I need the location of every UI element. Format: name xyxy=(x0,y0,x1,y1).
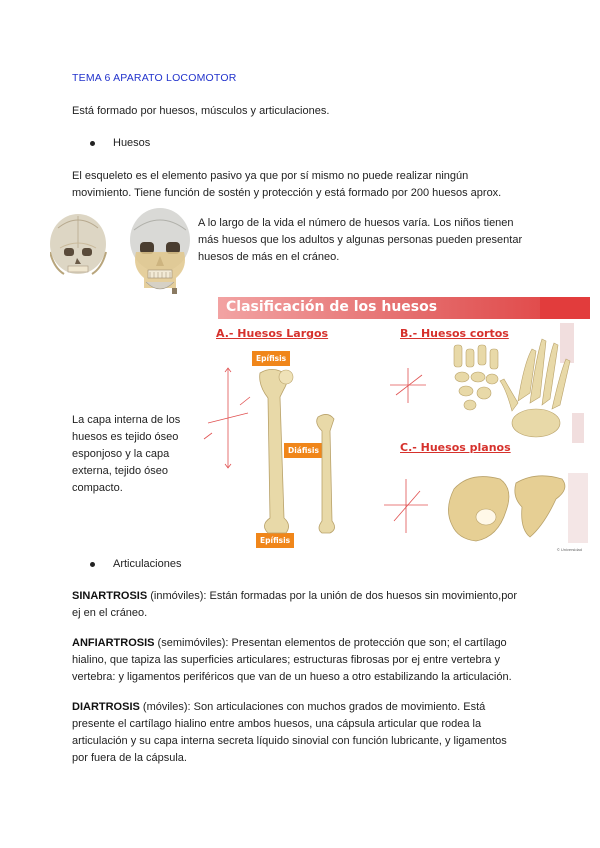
label-huesos-largos: A.- Huesos Largos xyxy=(216,327,329,340)
diartrosis-line-1 xyxy=(72,698,485,716)
tibia-image xyxy=(317,414,335,533)
axis-cross-cortos xyxy=(390,368,426,403)
capa-line-5: compacto. xyxy=(72,482,123,494)
adult-skull-image xyxy=(130,208,190,294)
bone-illustrations xyxy=(200,293,590,556)
scapula-image xyxy=(515,476,565,537)
skull-images xyxy=(50,208,190,300)
esqueleto-line-2: movimiento. Tiene función de sostén y protección y está formado por 200 huesos aprox. xyxy=(72,187,502,199)
capa-line-2: huesos es tejido óseo xyxy=(72,431,179,443)
axis-cross-largos xyxy=(204,368,250,468)
bullet-articulaciones xyxy=(90,555,181,573)
vida-line-3: huesos de más en el cráneo. xyxy=(198,251,340,263)
anfiartrosis-term: ANFIARTROSIS xyxy=(72,637,155,649)
hand-image xyxy=(500,339,570,437)
pelvis-image xyxy=(448,477,508,541)
figure-header-title: Clasificación de los huesos xyxy=(226,299,438,315)
sinartrosis-term: SINARTROSIS xyxy=(72,590,148,602)
esqueleto-line-1: El esqueleto es el elemento pasivo ya que por sí mismo no puede realizar ningún xyxy=(72,170,469,182)
figure-copyright: © Universidad xyxy=(556,547,582,552)
tag-diafisis: Diáfisis xyxy=(284,443,323,458)
diartrosis-term: DIARTROSIS xyxy=(72,701,140,713)
anfiartrosis-line-2: hialino, que tapiza las superficies articulares; estructuras fibrosas por ej entre vertebra y xyxy=(72,654,500,666)
vida-line-2: más huesos que los adultos y algunas personas pueden presentar xyxy=(198,234,523,246)
decor-bar xyxy=(568,473,588,543)
diartrosis-line-4: por fuera de la cápsula. xyxy=(72,752,187,764)
anfiartrosis-line-1 xyxy=(72,634,507,652)
capa-line-4: externa, tejido óseo xyxy=(72,465,169,477)
decor-bar xyxy=(560,323,574,363)
carpal-bones-image xyxy=(454,345,498,410)
bullet-huesos-label: Huesos xyxy=(113,137,151,149)
intro-paragraph: Está formado por huesos, músculos y articulaciones. xyxy=(72,105,330,117)
bullet-articulaciones-label: Articulaciones xyxy=(113,558,182,570)
document-title: TEMA 6 APARATO LOCOMOTOR xyxy=(72,72,237,84)
diartrosis-text: (móviles): Son articulaciones con muchos grados de movimiento. Está xyxy=(139,701,486,713)
diartrosis-line-3: articulación y su capa interna secreta líquido sinovial con función lubricante, y ligamentos xyxy=(72,735,507,747)
femur-image xyxy=(260,369,293,533)
diartrosis-line-2: presente el cartílago hialino entre ambos huesos, una cápsula articular que rodea la xyxy=(72,718,482,730)
capa-line-1: La capa interna de los xyxy=(72,414,181,426)
tag-epifisis-top: Epífisis xyxy=(252,351,290,366)
bullet-dot xyxy=(90,141,95,146)
sinartrosis-line-1 xyxy=(72,587,517,605)
sinartrosis-text: (inmóviles): Están formadas por la unión de dos huesos sin movimiento,por xyxy=(147,590,518,602)
tag-epifisis-bottom: Epífisis xyxy=(256,533,294,548)
label-huesos-planos: C.- Huesos planos xyxy=(400,441,511,454)
sinartrosis-line-2: ej en el cráneo. xyxy=(72,607,148,619)
label-huesos-cortos: B.- Huesos cortos xyxy=(400,327,509,340)
bullet-huesos xyxy=(90,134,150,152)
anfiartrosis-text: (semimóviles): Presentan elementos de protección que son; el cartílago xyxy=(154,637,507,649)
capa-line-3: esponjoso y la capa xyxy=(72,448,170,460)
child-skull-image xyxy=(50,214,106,274)
bone-classification-figure xyxy=(200,293,590,556)
anfiartrosis-line-3: vertebra: y ligamentos periféricos que van de un hueso a otro estabilizando la articulación. xyxy=(72,671,512,683)
decor-bar xyxy=(572,413,584,443)
axis-cross-planos xyxy=(384,479,428,533)
vida-line-1: A lo largo de la vida el número de huesos varía. Los niños tienen xyxy=(198,217,514,229)
bullet-dot xyxy=(90,562,95,567)
